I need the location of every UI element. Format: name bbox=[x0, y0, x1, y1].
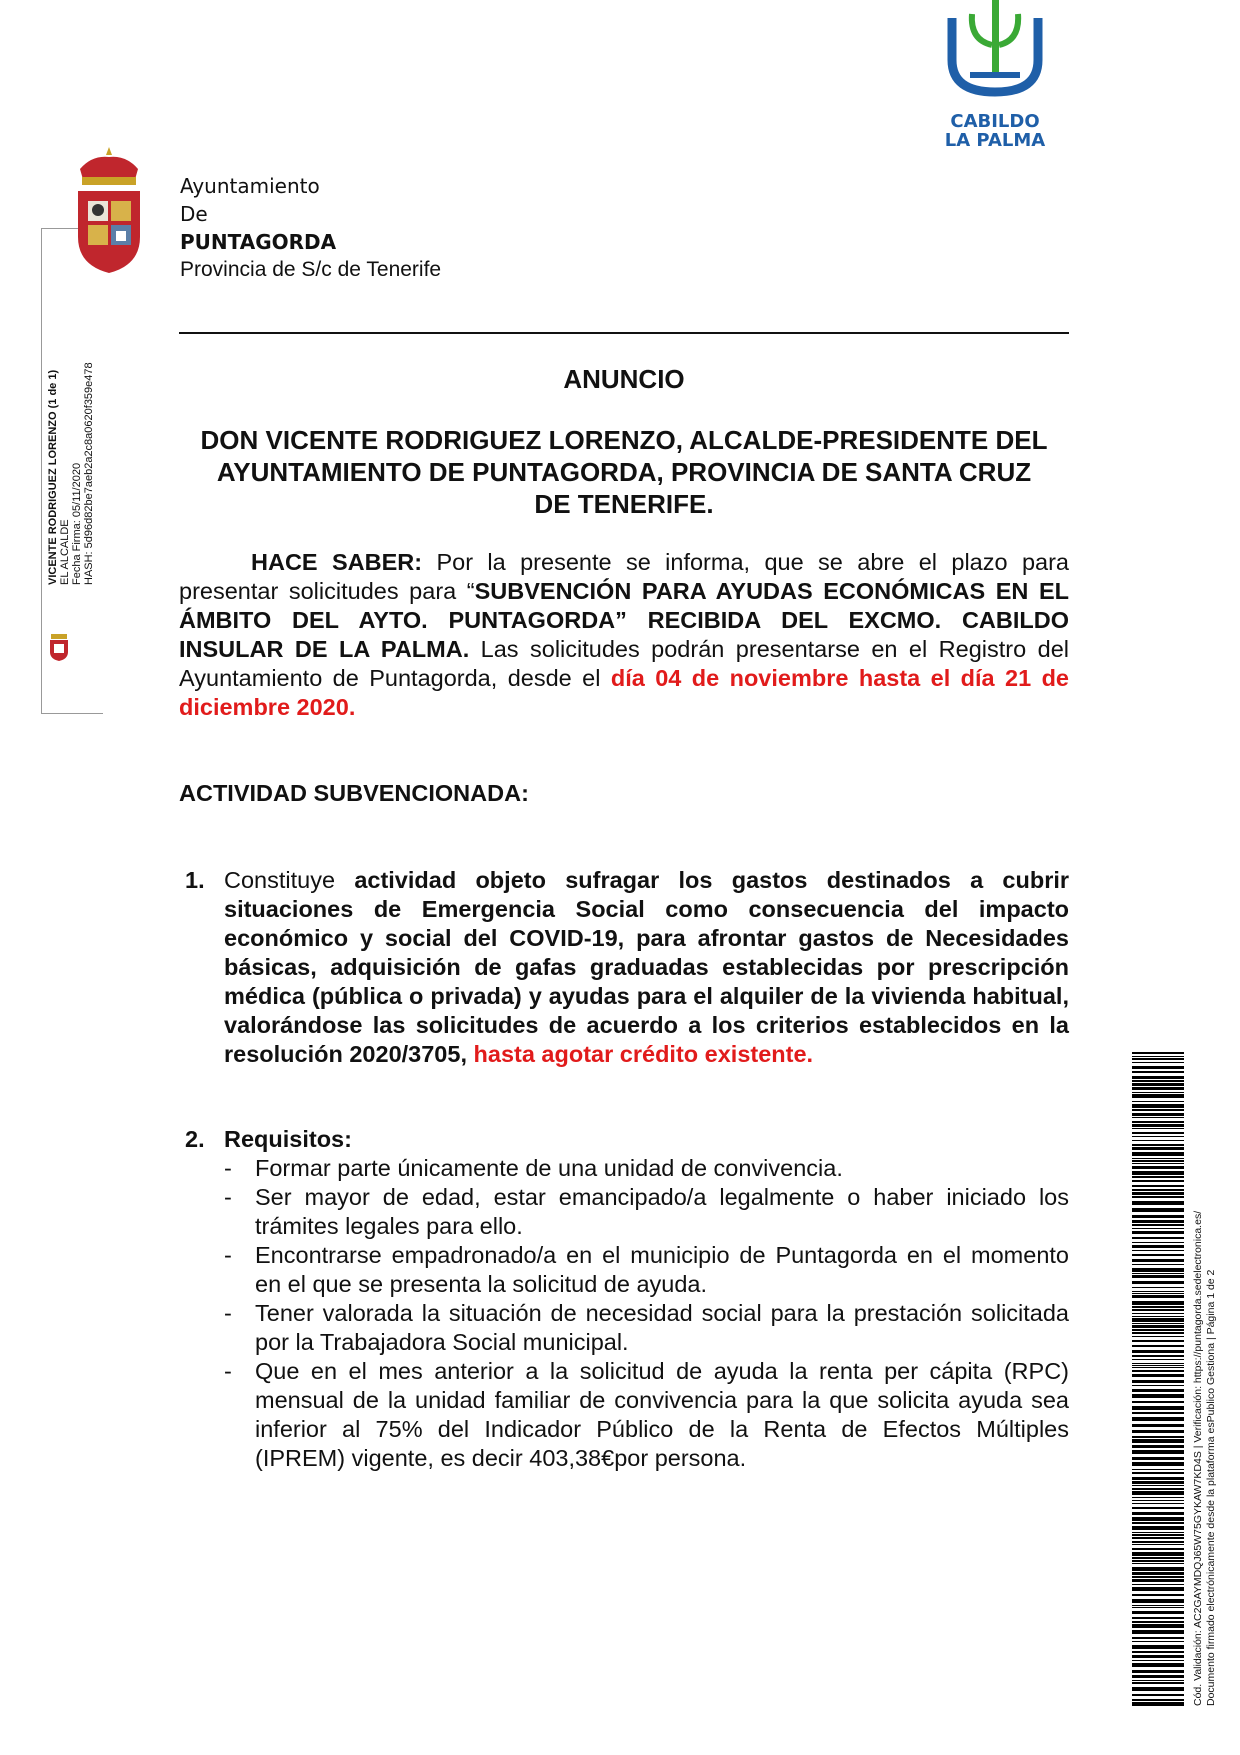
section-title: ACTIVIDAD SUBVENCIONADA: bbox=[179, 780, 529, 806]
bullet-dash: - bbox=[224, 1242, 232, 1268]
list-item bbox=[179, 866, 1069, 1069]
document-title: ANUNCIO bbox=[563, 364, 685, 394]
signature-role: EL ALCALDE bbox=[59, 519, 71, 585]
letterhead-municipality: PUNTAGORDA bbox=[180, 230, 337, 254]
bullet-dash: - bbox=[224, 1300, 232, 1326]
verification-text bbox=[1192, 1046, 1218, 1706]
letterhead-province: Provincia de S/c de Tenerife bbox=[180, 258, 442, 281]
requirement-item: - Ser mayor de edad, estar emancipado/a legalmente o haber iniciado los trámites legales para ello. bbox=[224, 1184, 1069, 1239]
signature-date: Fecha Firma: 05/11/2020 bbox=[71, 462, 83, 585]
cabildo-logo-line1: CABILDO bbox=[950, 111, 1040, 132]
item1-bold-text: actividad objeto sufragar los gastos destinados a cubrir situaciones de Emergencia Social como consecuencia del impacto económico y social del COVID-19, para afrontar gastos de Necesidades básicas, adquisición de gafas graduadas establecidas por prescripción médica (pública o privada) y ayudas para el alquiler de la vivienda habitual, valorándose las solicitudes de acuerdo a los criterios establecidos en la resolución 2020/3705, bbox=[224, 867, 1070, 1067]
item1-lead: Constituye bbox=[224, 867, 355, 893]
signature-crest-icon bbox=[47, 632, 71, 662]
signature-signer: VICENTE RODRIGUEZ LORENZO (1 de 1) bbox=[47, 369, 59, 585]
cabildo-logo-text bbox=[915, 112, 1075, 150]
intro-grant: SUBVENCIÓN PARA AYUDAS ECONÓMICAS EN EL ÁMBITO DEL AYTO. PUNTAGORDA” RECIBIDA DEL EXCMO. CABILDO INSULAR DE LA PALMA. bbox=[179, 578, 1069, 662]
requirement-item: - Que en el mes anterior a la solicitud de ayuda la renta per cápita (RPC) mensual de la unidad familiar de convivencia para la que solicita ayuda sea inferior al 75% del Indicador Público de la Renta de Efectos Múltiples (IPREM) vigente, es decir 403,38€por persona. bbox=[224, 1358, 1069, 1471]
list-item bbox=[179, 1125, 1069, 1473]
signature-stamp-text bbox=[47, 315, 95, 585]
requirement-item: - Encontrarse empadronado/a en el municipio de Puntagorda en el momento en el que se presenta la solicitud de ayuda. bbox=[224, 1242, 1069, 1297]
municipal-crest-icon bbox=[72, 147, 146, 275]
requirement-item: - Tener valorada la situación de necesidad social para la prestación solicitada por la Trabajadora Social municipal. bbox=[224, 1300, 1069, 1355]
verification-line2: Documento firmado electrónicamente desde la plataforma esPublico Gestiona | Página 1 de 2 bbox=[1205, 1269, 1217, 1706]
official-heading-line3: DE TENERIFE. bbox=[534, 489, 714, 519]
header-divider bbox=[179, 332, 1069, 334]
signature-hash: HASH: 5d96d82be7aeb2a2c8a0620f359e478 bbox=[83, 362, 95, 585]
official-heading-line1: DON VICENTE RODRIGUEZ LORENZO, ALCALDE-PRESIDENTE DEL bbox=[200, 425, 1048, 455]
cabildo-logo-line2: LA PALMA bbox=[944, 130, 1046, 151]
intro-text2: Las solicitudes podrán presentarse en el Registro del Ayuntamiento de Puntagorda, desde el bbox=[179, 636, 1069, 691]
intro-lead: HACE SABER: bbox=[251, 549, 423, 575]
bullet-dash: - bbox=[224, 1358, 232, 1384]
requirement-item: - Formar parte únicamente de una unidad de convivencia. bbox=[224, 1155, 843, 1181]
requirements-list bbox=[224, 1154, 1069, 1473]
letterhead-line1: Ayuntamiento bbox=[180, 174, 320, 198]
list-item-number: 1. bbox=[185, 867, 205, 893]
verification-line1: Cód. Validación: AC2GAYMDQJ65W75GYKAW7KD4S | Verificación: https://puntagorda.sedelectronica.es/ bbox=[1192, 1210, 1204, 1706]
bullet-dash: - bbox=[224, 1184, 232, 1210]
barcode-icon bbox=[1132, 1052, 1184, 1707]
item1-red-text: hasta agotar crédito existente. bbox=[473, 1041, 814, 1067]
intro-dates: día 04 de noviembre hasta el día 21 de diciembre 2020. bbox=[179, 665, 1069, 720]
letterhead bbox=[180, 172, 441, 284]
official-heading-line2: AYUNTAMIENTO DE PUNTAGORDA, PROVINCIA DE SANTA CRUZ bbox=[216, 457, 1032, 487]
list-item-number: 2. bbox=[185, 1126, 205, 1152]
official-heading bbox=[179, 424, 1069, 520]
intro-paragraph bbox=[179, 548, 1069, 722]
intro-text1: Por la presente se informa, que se abre el plazo para presentar solicitudes para “ bbox=[179, 549, 1069, 604]
bullet-dash: - bbox=[224, 1155, 232, 1181]
letterhead-line2: De bbox=[180, 202, 208, 226]
requirements-title: Requisitos: bbox=[224, 1126, 352, 1152]
